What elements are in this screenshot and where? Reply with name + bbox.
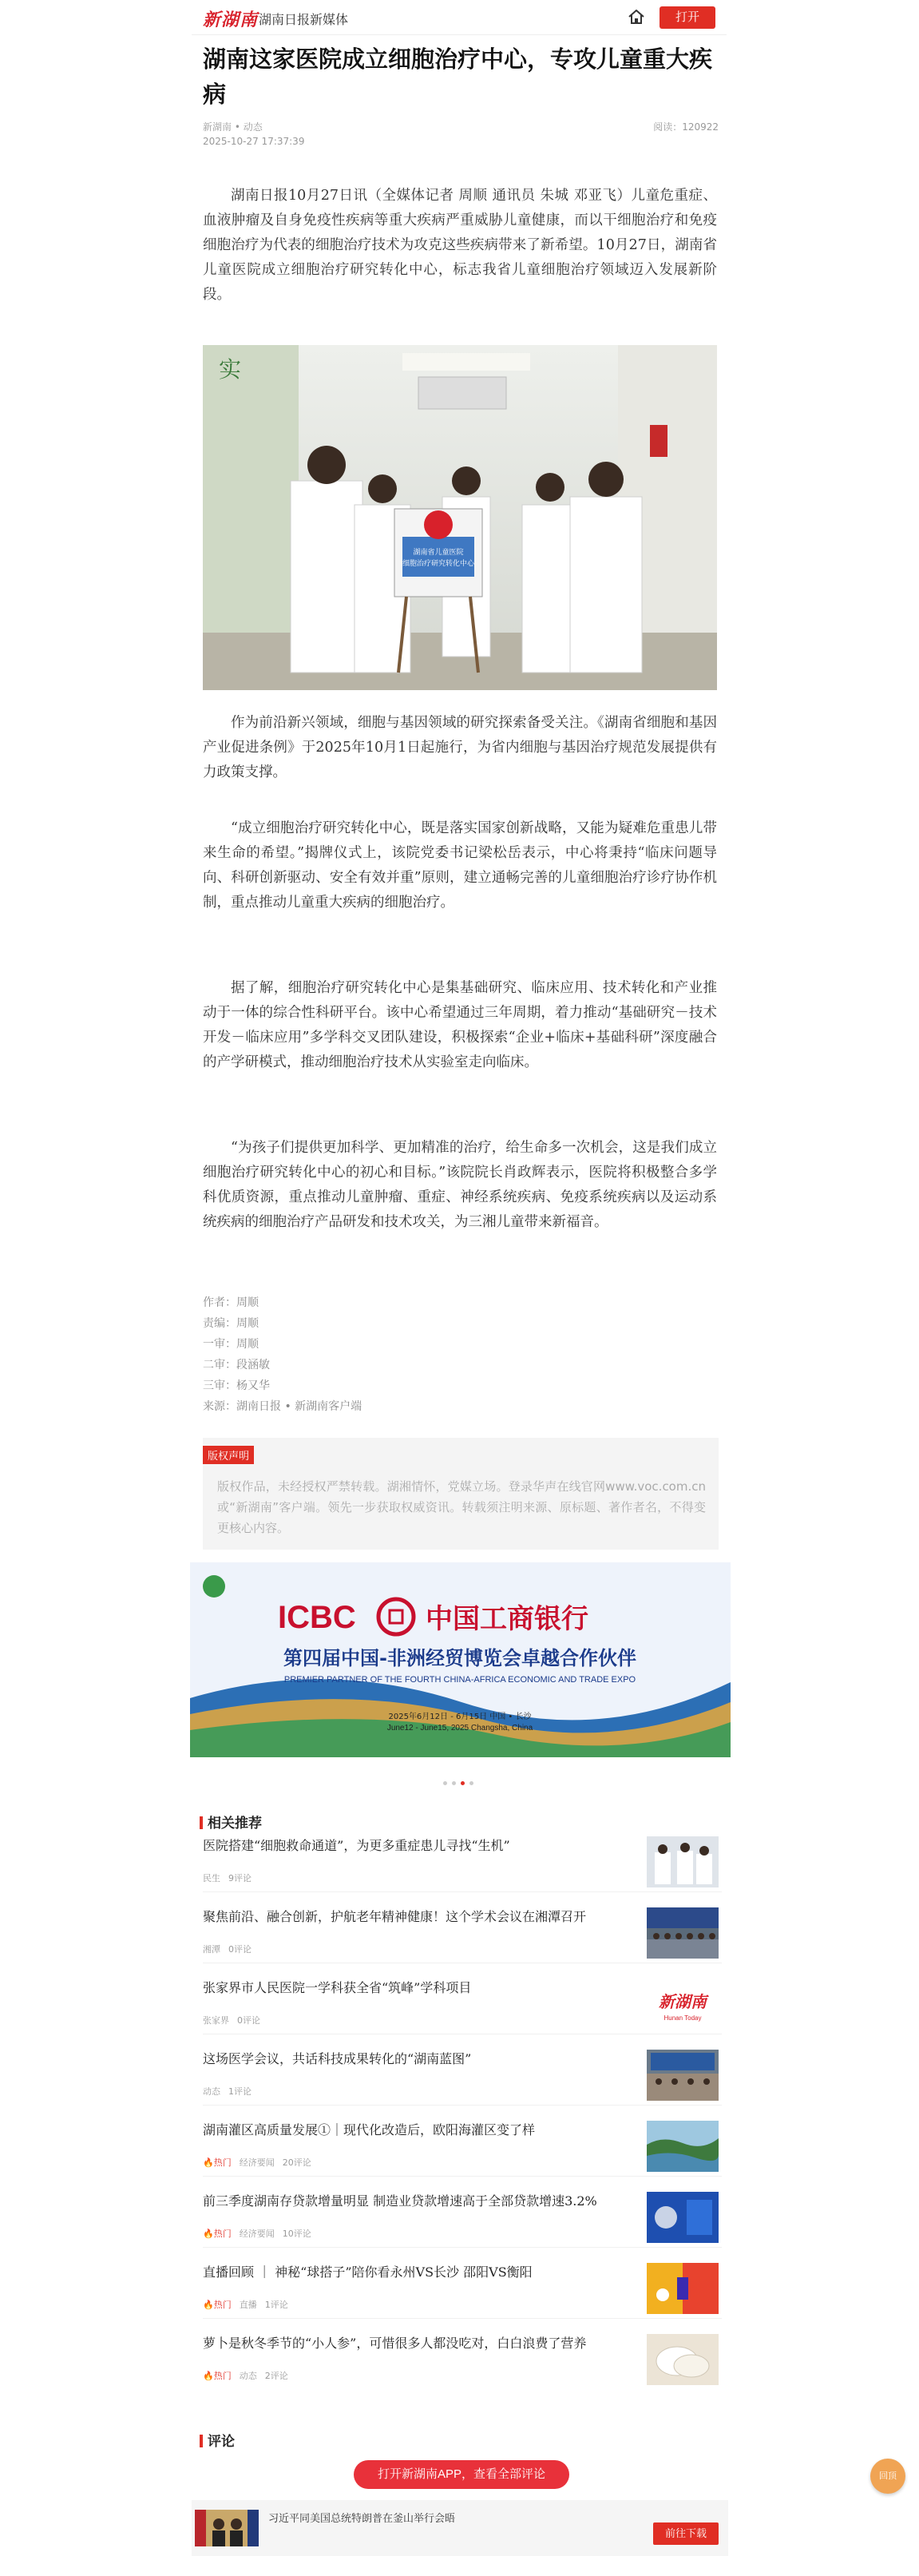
ceremony-photo-illustration [203,345,717,690]
copyright-tag: 版权声明 [203,1446,254,1464]
copyright-text: 版权作品，未经授权严禁转载。湖湘情怀，党媒立场。登录华声在线官网www.voc.com.cn或“新湖南”客户端。领先一步获取权威资讯。转载须注明来源、原标题、著作者名，不得变更核心内容。 [217,1479,706,1535]
related-item-thumbnail[interactable] [647,1836,719,1887]
related-item-comments: 2评论 [264,2371,288,2381]
related-item-meta [203,2156,319,2169]
related-item-title[interactable]: 直播回顾 ｜ 神秘“球搭子”陪你看永州VS长沙 邵阳VS衡阳 [203,2264,533,2280]
related-item-category: 动态 [203,2086,220,2097]
related-item-thumbnail[interactable] [647,2263,719,2314]
related-item[interactable] [203,1977,722,2034]
plaque-text-line2: 细胞治疗研究转化中心 [402,560,475,568]
related-item-comments: 1评论 [228,2086,252,2097]
related-item-title[interactable]: 前三季度湖南存贷款增量明显 制造业贷款增速高于全部贷款增速3.2% [203,2193,597,2209]
carousel-dot[interactable] [452,1781,456,1785]
related-item-thumbnail[interactable] [647,2192,719,2243]
related-item-title[interactable]: 湖南灌区高质量发展①｜现代化改造后，欧阳海灌区变了样 [203,2122,536,2137]
ad-brand-cn: 中国工商银行 [426,1603,588,1635]
thumb-logo-text: 新湖南 [659,1992,707,2011]
related-item-title[interactable]: 萝卜是秋冬季节的“小人参”，可惜很多人都没吃对，白白浪费了营养 [203,2336,587,2351]
article-paragraph: “为孩子们提供更加科学、更加精准的治疗，给生命多一次机会，这是我们成立细胞治疗研究转化中心的初心和目标。”该院院长肖政辉表示，医院将积极整合多学科优质资源，重点推动儿童肿瘤、重症、神经系统疾病、免疫系统疾病以及运动系统疾病的细胞治疗产品研发和技术攻关，为三湘儿童带来新福音。 [203,1140,717,1230]
related-item-title[interactable]: 医院搭建“细胞救命通道”，为更多重症患儿寻找“生机” [203,1838,510,1853]
icbc-ad-graphic [190,1562,731,1757]
related-item[interactable] [203,2119,722,2177]
hot-badge: 🔥热门 [203,2300,232,2310]
article-paragraph: 据了解，细胞治疗研究转化中心是集基础研究、临床应用、技术转化和产业推动于一体的综合性科研平台。该中心希望通过三年周期，着力推动“基础研究－技术开发－临床应用”多学科交叉团队建设，积极探索“企业+临床+基础科研”深度融合的产学研模式，推动细胞治疗技术从实验室走向临床。 [203,980,717,1070]
download-button[interactable]: 前往下载 [653,2522,719,2545]
related-item[interactable] [203,2332,722,2390]
related-item-thumbnail[interactable] [647,2050,719,2101]
credit-line: 一审：周顺 [203,1338,259,1351]
open-app-comments-button[interactable]: 打开新湖南APP，查看全部评论 [354,2460,569,2489]
related-item-comments: 1评论 [264,2300,288,2310]
article-paragraph: “成立细胞治疗研究转化中心，既是落实国家创新战略，又能为疑难危重患儿带来生命的希望。”揭牌仪式上，该院党委书记梁松岳表示，中心将秉持“临床问题导向、科研创新驱动、安全有效并重”原则，建立通畅完善的儿童细胞治疗诊疗协作机制，重点推动儿童重大疾病的细胞治疗。 [203,820,717,911]
section-marker [200,1816,203,1829]
app-logo[interactable]: 新湖南 [203,10,259,30]
related-item-comments: 10评论 [282,2229,311,2239]
ad-headline: 第四届中国-非洲经贸博览会卓越合作伙伴 [283,1647,636,1669]
ad-date-cn: 2025年6月12日 - 6月15日 中国 • 长沙 [388,1713,532,1721]
related-item[interactable] [203,2261,722,2319]
credit-line: 责编：周顺 [203,1317,259,1330]
related-item-comments: 20评论 [282,2157,311,2168]
read-count: 阅读：120922 [653,121,719,133]
related-item-comments: 9评论 [228,1873,252,1883]
open-app-button[interactable]: 打开 [660,6,715,29]
credit-line: 来源：湖南日报 • 新湖南客户端 [203,1400,362,1413]
comments-heading-text: 评论 [208,2434,235,2450]
article-title: 湖南这家医院成立细胞治疗中心，专攻儿童重大疾病 [203,46,713,108]
hot-badge: 🔥热门 [203,2229,232,2239]
credit-line: 三审：杨又华 [203,1379,270,1392]
related-item-category: 经济要闻 [239,2229,275,2239]
thumb-logo-sub: Hunan Today [664,2014,702,2022]
related-item-category: 动态 [239,2371,257,2381]
related-item[interactable] [203,2048,722,2106]
article-photo[interactable] [203,345,717,690]
carousel-dot-active[interactable] [461,1781,465,1785]
ad-date-en: June12 - June15, 2025 Changsha, China [386,1724,533,1733]
related-item-title[interactable]: 张家界市人民医院一学科获全省“筑峰”学科项目 [203,1980,472,1995]
related-item-meta [203,2298,296,2311]
related-item[interactable] [203,2190,722,2248]
related-item-thumbnail[interactable] [647,1907,719,1959]
related-item-meta [203,2014,268,2026]
related-item-category: 经济要闻 [239,2157,275,2168]
copyright-notice [203,1438,719,1550]
related-item-meta [203,2085,259,2098]
related-item-category: 张家界 [203,2015,229,2026]
back-to-top-button[interactable]: 回顶 [870,2459,905,2494]
wall-character: 实 [219,356,242,383]
article-meta [203,120,304,149]
comments-heading [200,2430,235,2450]
plaque-text-line1: 湖南省儿童医院 [413,549,464,557]
home-icon[interactable] [626,6,647,27]
carousel-dots [441,1773,476,1780]
related-item-comments: 0评论 [228,1944,252,1955]
related-item-thumbnail[interactable] [647,2121,719,2172]
related-item-thumbnail[interactable] [647,1979,719,2030]
article-source[interactable]: 新湖南 • 动态 [203,121,263,133]
credit-line: 作者：周顺 [203,1296,259,1309]
related-item-meta [203,1871,259,1884]
article-paragraph: 湖南日报10月27日讯（全媒体记者 周顺 通讯员 朱城 邓亚飞）儿童危重症、血液肿瘤及自身免疫性疾病等重大疾病严重威胁儿童健康，而以干细胞治疗和免疫细胞治疗为代表的细胞治疗技术为攻克这些疾病带来了新希望。10月27日，湖南省儿童医院成立细胞治疗研究转化中心，标志我省儿童细胞治疗领域迈入发展新阶段。 [203,188,717,303]
hot-badge: 🔥热门 [203,2157,232,2168]
related-item-category: 湘潭 [203,1944,220,1955]
related-item-meta [203,2227,319,2240]
related-item-comments: 0评论 [237,2015,260,2026]
bottom-news-title[interactable]: 习近平同美国总统特朗普在釜山举行会晤 [268,2513,456,2525]
credit-line: 二审：段涵敏 [203,1359,270,1371]
article-date: 2025-10-27 17:37:39 [203,136,305,147]
related-item[interactable] [203,1906,722,1963]
article-paragraph: 作为前沿新兴领域，细胞与基因领域的研究探索备受关注。《湖南省细胞和基因产业促进条例》于2025年10月1日起施行，为省内细胞与基因治疗规范发展提供有力政策支撑。 [203,715,717,780]
bottom-news-thumbnail [195,2510,259,2546]
carousel-dot[interactable] [469,1781,473,1785]
related-item-category: 直播 [239,2300,257,2310]
bottom-download-bar[interactable] [192,2500,728,2556]
top-bar [192,0,727,35]
ad-brand-en: ICBC [278,1600,356,1635]
article-credits [203,1292,362,1417]
related-item-title[interactable]: 这场医学会议，共话科技成果转化的“湖南蓝图” [203,2051,472,2066]
ad-banner[interactable] [190,1562,731,1757]
related-item[interactable] [203,1835,722,1892]
related-item-meta [203,2369,296,2382]
related-item-title[interactable]: 聚焦前沿、融合创新，护航老年精神健康！这个学术会议在湘潭召开 [203,1909,587,1924]
top-bar-title: 湖南日报新媒体 [259,12,349,27]
section-marker [200,2435,203,2447]
related-item-meta [203,1943,259,1955]
carousel-dot[interactable] [443,1781,447,1785]
hot-badge: 🔥热门 [203,2371,232,2381]
related-heading [200,1812,262,1832]
ad-subtitle: PREMIER PARTNER OF THE FOURTH CHINA-AFRICA ECONOMIC AND TRADE EXPO [283,1675,636,1685]
related-item-thumbnail[interactable] [647,2334,719,2385]
related-item-category: 民生 [203,1873,220,1883]
related-heading-text: 相关推荐 [208,1816,262,1832]
